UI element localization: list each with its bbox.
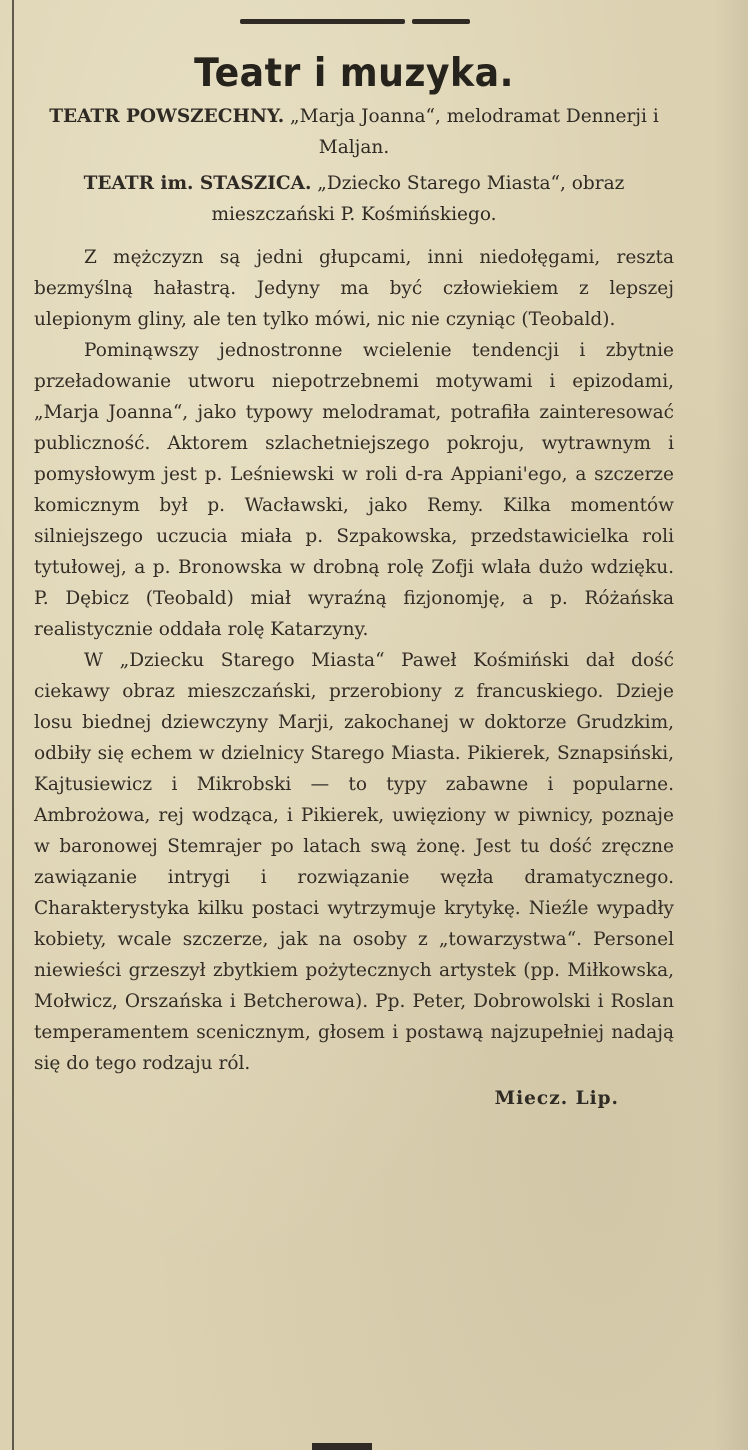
divider-bar-left [240,19,405,24]
article-heading: Teatr i muzyka. [194,51,514,96]
column-rule [12,0,14,1450]
paragraph-marja-joanna-review: Pominąwszy jednostronne wcielenie tendencji i zbytnie przeładowanie utworu niepotrzebnemi motywami i epizodami, „Marja Joanna“, jako typowy melodramat, potrafiła zainteresować publiczność. Aktorem szlachetniejszego pokroju, wytrawnym i pomysłowym jest p. Leśniewski w roli d-ra Appiani'ego, a szczerze komicznym był p. Wacławski, jako Remy. Kilka momentów silniejszego uczucia miała p. Szpakowska, przedstawicielka roli tytułowej, a p. Bronowska w drobną rolę Zofji wlała dużo wdzięku. P. Dębicz (Teobald) miał wyraźną fizjonomję, a p. Różańska realistycznie oddała rolę Katarzyny. [34,340,674,640]
paragraph-teobald: Z mężczyzn są jedni głupcami, inni niedołęgami, reszta bezmyślną hałastrą. Jedyny ma być człowiekiem z lepszej ulepionym gliny, ale ten tylko mówi, nic nie czyniąc (Teobald). [34,247,674,330]
page-edge-shadow [714,0,748,1450]
divider-bar-right [412,19,470,24]
article-body [34,242,674,1079]
listing-details: „Dziecko Starego Miasta“, obraz mieszczański P. Kośmińskiego. [211,173,625,225]
section-divider-bottom [312,1443,372,1450]
section-divider-top [240,19,470,25]
listing-venue: TEATR POWSZECHNY. [49,106,285,127]
paragraph-dziecko-review: W „Dziecku Starego Miasta“ Paweł Kośmiński dał dość ciekawy obraz mieszczański, przerobiony z francuskiego. Dzieje losu biednej dziewczyny Marji, zakochanej w doktorze Grudzkim, odbiły się echem w dzielnicy Starego Miasta. Pikierek, Sznapsiński, Kajtusiewicz i Mikrobski — to typy zabawne i popularne. Ambrożowa, rej wodząca, i Pikierek, uwięziony w piwnicy, poznaje w baronowej Stemrajer po latach swą żonę. Jest tu dość zręczne zawiązanie intrygi i rozwiązanie węzła dramatycznego. Charakterystyka kilku postaci wytrzymuje krytykę. Nieźle wypadły kobiety, wcale szczerze, jak na osoby z „towarzystwa“. Personel niewieści grzeszył zbytkiem pożytecznych artystek (pp. Miłkowska, Mołwicz, Orszańska i Betcherowa). Pp. Peter, Dobrowolski i Roslan temperamentem scenicznym, głosem i postawą najzupełniej nadają się do tego rodzaju ról. [34,650,674,1074]
listing-teatr-powszechny [34,101,674,163]
listing-details: „Marja Joanna“, melodramat Dennerji i Maljan. [290,106,659,158]
article [34,50,674,1114]
listing-venue: TEATR im. STASZICA. [83,173,312,194]
author-signature: Miecz. Lip. [494,1088,619,1109]
listing-teatr-staszica [34,168,674,230]
